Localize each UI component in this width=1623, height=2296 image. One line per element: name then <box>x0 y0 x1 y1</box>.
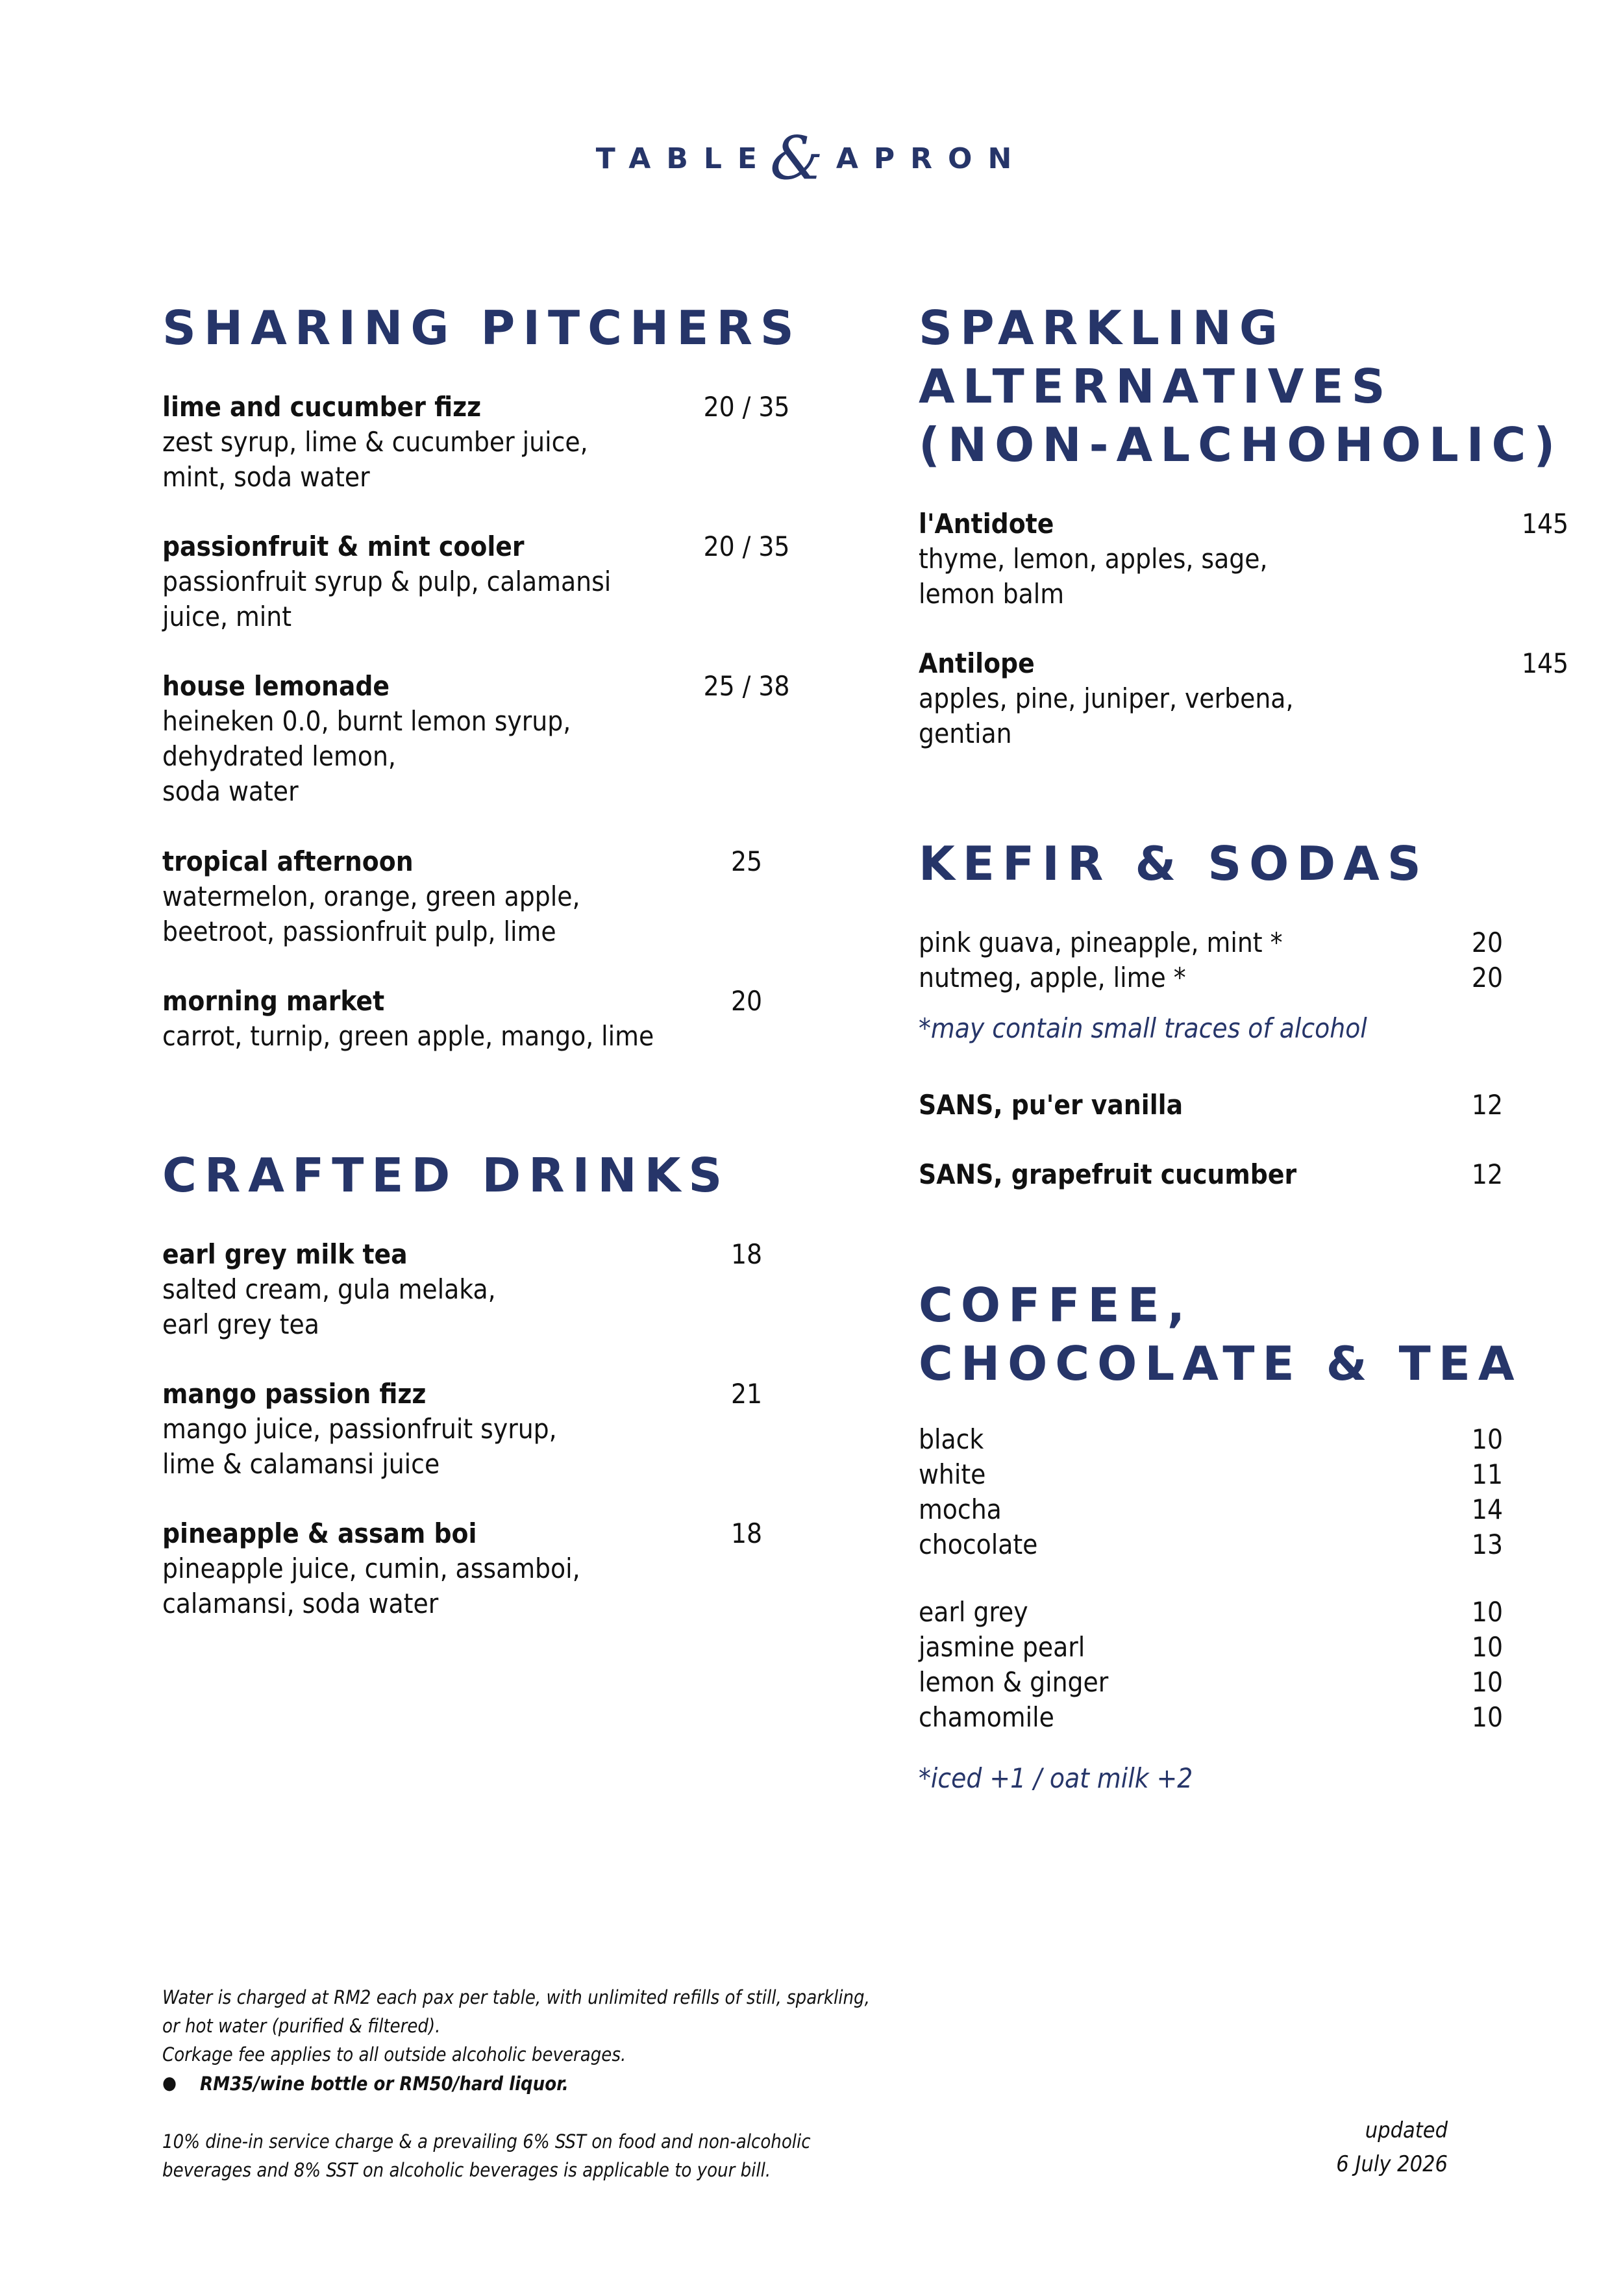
item-price: 25 <box>730 845 763 877</box>
item-name: morning market <box>162 985 385 1017</box>
row-name: lemon & ginger <box>919 1666 1109 1698</box>
item-description: carrot, turnip, green apple, mango, lime <box>162 1020 654 1052</box>
menu-item <box>162 1377 812 1482</box>
item-name: l'Antidote <box>919 508 1054 540</box>
menu-item <box>162 1516 812 1621</box>
item-description: thyme, lemon, apples, sage, lemon balm <box>919 543 1268 610</box>
iced-oat-milk-note: *iced +1 / oat milk +2 <box>919 1762 1193 1794</box>
menu-row <box>919 1665 1503 1700</box>
menu-row <box>919 1700 1503 1735</box>
brand-left: TABLE <box>595 142 773 175</box>
row-name: SANS, pu'er vanilla <box>919 1089 1183 1121</box>
alcohol-trace-note: *may contain small traces of alcohol <box>919 1012 1367 1044</box>
item-name: passionfruit & mint cooler <box>162 530 525 562</box>
row-price: 10 <box>1471 1666 1503 1698</box>
item-price: 21 <box>730 1378 763 1410</box>
updated-label: updated <box>1365 2117 1448 2143</box>
brand-logo <box>0 123 1623 193</box>
item-name: pineapple & assam boi <box>162 1517 477 1549</box>
menu-item <box>919 646 1568 751</box>
menu-item <box>162 669 812 809</box>
row-name: mocha <box>919 1493 1002 1525</box>
row-name: chocolate <box>919 1529 1038 1560</box>
item-description: pineapple juice, cumin, assamboi, calamansi, soda water <box>162 1553 580 1619</box>
row-name: chamomile <box>919 1701 1054 1733</box>
bullet-icon: ● <box>162 2072 177 2093</box>
item-price: 145 <box>1521 508 1569 540</box>
item-description: watermelon, orange, green apple, beetroot, passionfruit pulp, lime <box>162 880 580 947</box>
item-price: 20 <box>730 985 763 1017</box>
menu-item <box>162 529 812 634</box>
row-name: SANS, grapefruit cucumber <box>919 1158 1297 1190</box>
row-price: 13 <box>1471 1529 1503 1560</box>
item-name: earl grey milk tea <box>162 1238 408 1270</box>
item-description: mango juice, passionfruit syrup, lime & calamansi juice <box>162 1413 557 1480</box>
corkage-fee-text: RM35/wine bottle or RM50/hard liquor. <box>200 2073 569 2095</box>
row-name: pink guava, pineapple, mint * <box>919 927 1283 958</box>
sparkling-heading-line-3: (NON-ALCHOHOLIC) <box>919 418 1563 472</box>
item-description: passionfruit syrup & pulp, calamansi juice, mint <box>162 566 612 632</box>
updated-date: 6 July 2026 <box>1336 2151 1448 2177</box>
corkage-note: Corkage fee applies to all outside alcoholic beverages. <box>162 2043 626 2065</box>
menu-item <box>162 390 812 495</box>
row-price: 10 <box>1471 1423 1503 1455</box>
water-charge-note-line-1: Water is charged at RM2 each pax per table, with unlimited refills of still, sparkling, <box>162 1986 870 2008</box>
menu-item <box>162 984 812 1054</box>
menu-row <box>919 1630 1503 1665</box>
item-description: apples, pine, juniper, verbena, gentian <box>919 682 1294 749</box>
crafted-drinks-heading: CRAFTED DRINKS <box>162 1148 730 1203</box>
menu-row <box>919 1457 1503 1492</box>
item-name: Antilope <box>919 647 1035 679</box>
menu-row <box>919 1088 1503 1123</box>
row-price: 12 <box>1471 1158 1503 1190</box>
sparkling-heading-line-1: SPARKLING <box>919 301 1285 355</box>
sparkling-heading-line-2: ALTERNATIVES <box>919 359 1393 414</box>
brand-ampersand: & <box>769 123 823 193</box>
coffee-heading-line-2: CHOCOLATE & TEA <box>919 1336 1522 1391</box>
row-name: white <box>919 1458 986 1490</box>
row-price: 20 <box>1471 927 1503 958</box>
item-price: 20 / 35 <box>703 391 790 423</box>
kefir-heading: KEFIR & SODAS <box>919 836 1429 891</box>
menu-row <box>919 1492 1503 1527</box>
item-name: tropical afternoon <box>162 845 414 877</box>
menu-item <box>919 506 1568 612</box>
item-price: 145 <box>1521 647 1569 679</box>
row-price: 10 <box>1471 1631 1503 1663</box>
updated-stamp <box>1336 2114 1448 2181</box>
item-name: house lemonade <box>162 670 390 702</box>
row-price: 20 <box>1471 962 1503 993</box>
sharing-pitchers-heading: SHARING PITCHERS <box>162 301 802 355</box>
menu-row <box>919 1527 1503 1562</box>
service-charge-note-line-1: 10% dine-in service charge & a prevailing 6% SST on food and non-alcoholic <box>162 2130 811 2152</box>
item-description: zest syrup, lime & cucumber juice, mint, soda water <box>162 426 588 493</box>
row-price: 10 <box>1471 1701 1503 1733</box>
menu-row <box>919 1157 1503 1192</box>
row-name: black <box>919 1423 984 1455</box>
row-name: nutmeg, apple, lime * <box>919 962 1186 993</box>
row-name: jasmine pearl <box>919 1631 1085 1663</box>
menu-item <box>162 844 812 949</box>
brand-right: APRON <box>836 142 1028 175</box>
item-price: 18 <box>730 1517 763 1549</box>
menu-row <box>919 1422 1503 1457</box>
service-charge-note-line-2: beverages and 8% SST on alcoholic beverages is applicable to your bill. <box>162 2159 771 2181</box>
item-price: 20 / 35 <box>703 530 790 562</box>
row-price: 14 <box>1471 1493 1503 1525</box>
menu-row <box>919 1595 1503 1630</box>
item-price: 25 / 38 <box>703 670 790 702</box>
row-price: 10 <box>1471 1596 1503 1628</box>
row-price: 11 <box>1471 1458 1503 1490</box>
menu-row <box>919 925 1503 960</box>
item-description: heineken 0.0, burnt lemon syrup, dehydrated lemon, soda water <box>162 705 571 807</box>
item-price: 18 <box>730 1238 763 1270</box>
row-price: 12 <box>1471 1089 1503 1121</box>
menu-row <box>919 960 1503 995</box>
coffee-heading-line-1: COFFEE, <box>919 1278 1193 1332</box>
row-name: earl grey <box>919 1596 1028 1628</box>
water-charge-note-line-2: or hot water (purified & filtered). <box>162 2015 441 2037</box>
corkage-fee-item <box>162 2069 569 2098</box>
item-name: mango passion fizz <box>162 1378 427 1410</box>
item-description: salted cream, gula melaka, earl grey tea <box>162 1273 496 1340</box>
menu-item <box>162 1237 812 1342</box>
item-name: lime and cucumber fizz <box>162 391 482 423</box>
